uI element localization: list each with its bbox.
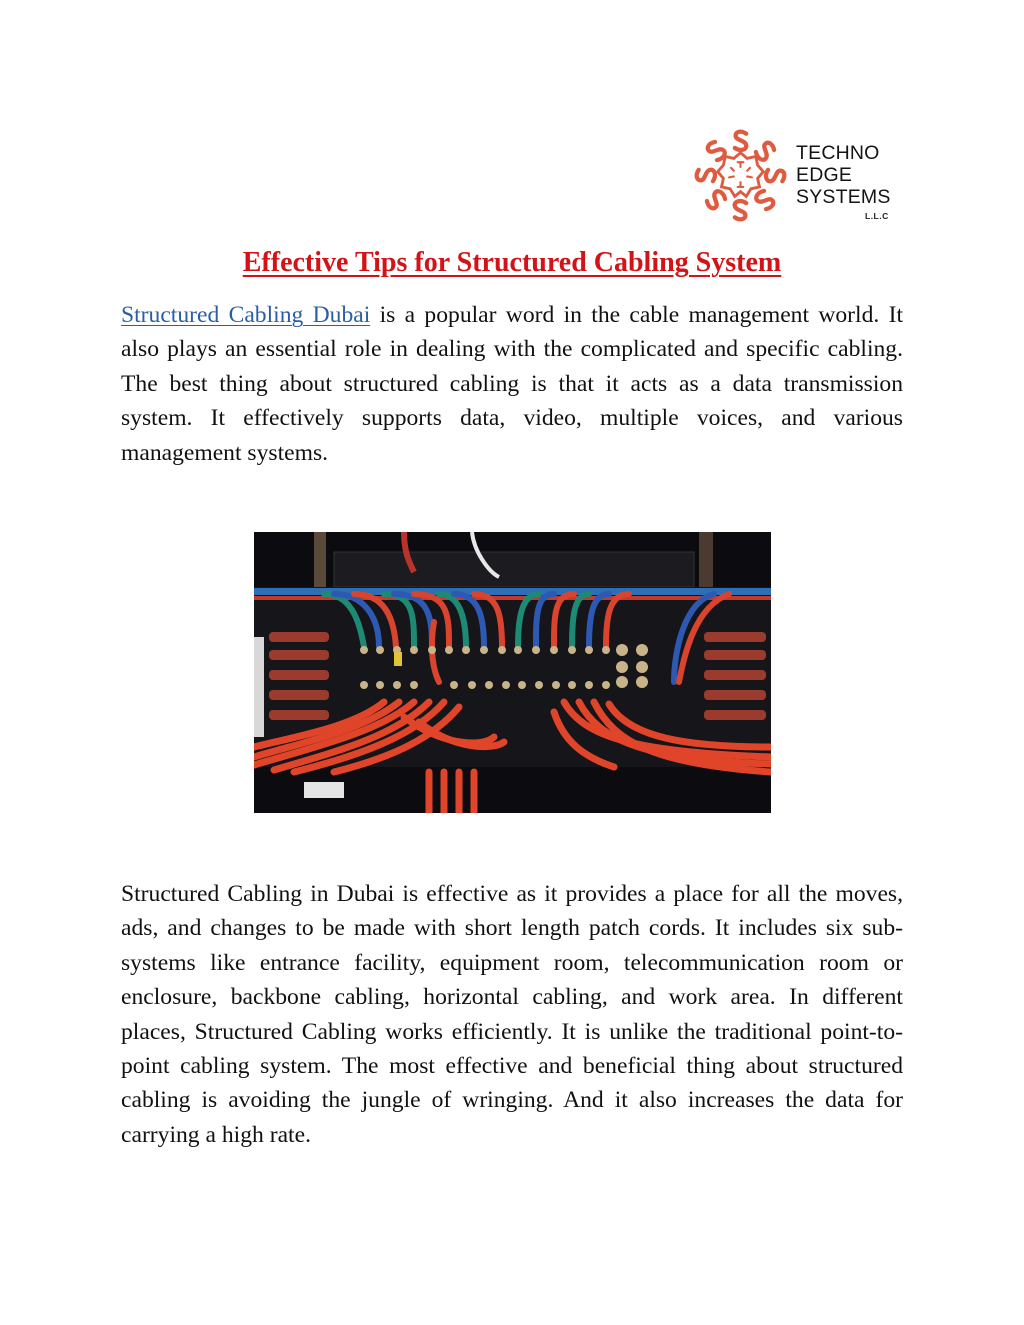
document-title: Effective Tips for Structured Cabling System <box>242 247 782 278</box>
cable-rack-image <box>254 532 771 813</box>
logo-line-1: TECHNO <box>796 142 880 164</box>
logo-line-3: SYSTEMS <box>796 186 891 208</box>
logo-wordmark <box>796 142 891 208</box>
structured-cabling-dubai-link[interactable]: Structured Cabling Dubai <box>121 302 371 328</box>
cabling-photo <box>254 532 771 813</box>
intro-paragraph <box>121 298 903 470</box>
intro-paragraph-text: is a popular word in the cable management world. It also plays an essential role in dealing with the complicated and specific cabling. The best thing about structured cabling is that it acts as a data transmission system. It effectively supports data, video, multiple voices, and various management systems. <box>121 302 903 466</box>
logo-line-2: EDGE <box>796 164 853 186</box>
logo-suffix: L.L.C <box>865 211 889 221</box>
company-logo <box>693 128 913 228</box>
body-paragraph: Structured Cabling in Dubai is effective as it provides a place for all the moves, ads, and changes to be made with short length patch cords. It includes six sub-systems like entrance facility, equipment room, telecommunication room or enclosure, backbone cabling, horizontal cabling, and work area. In different places, Structured Cabling works efficiently. It is unlike the traditional point-to-point cabling system. The most effective and beneficial thing about structured cabling is avoiding the jungle of wringing. And it also increases the data for carrying a high rate. <box>121 881 903 1148</box>
logo-mark-icon <box>693 128 788 223</box>
